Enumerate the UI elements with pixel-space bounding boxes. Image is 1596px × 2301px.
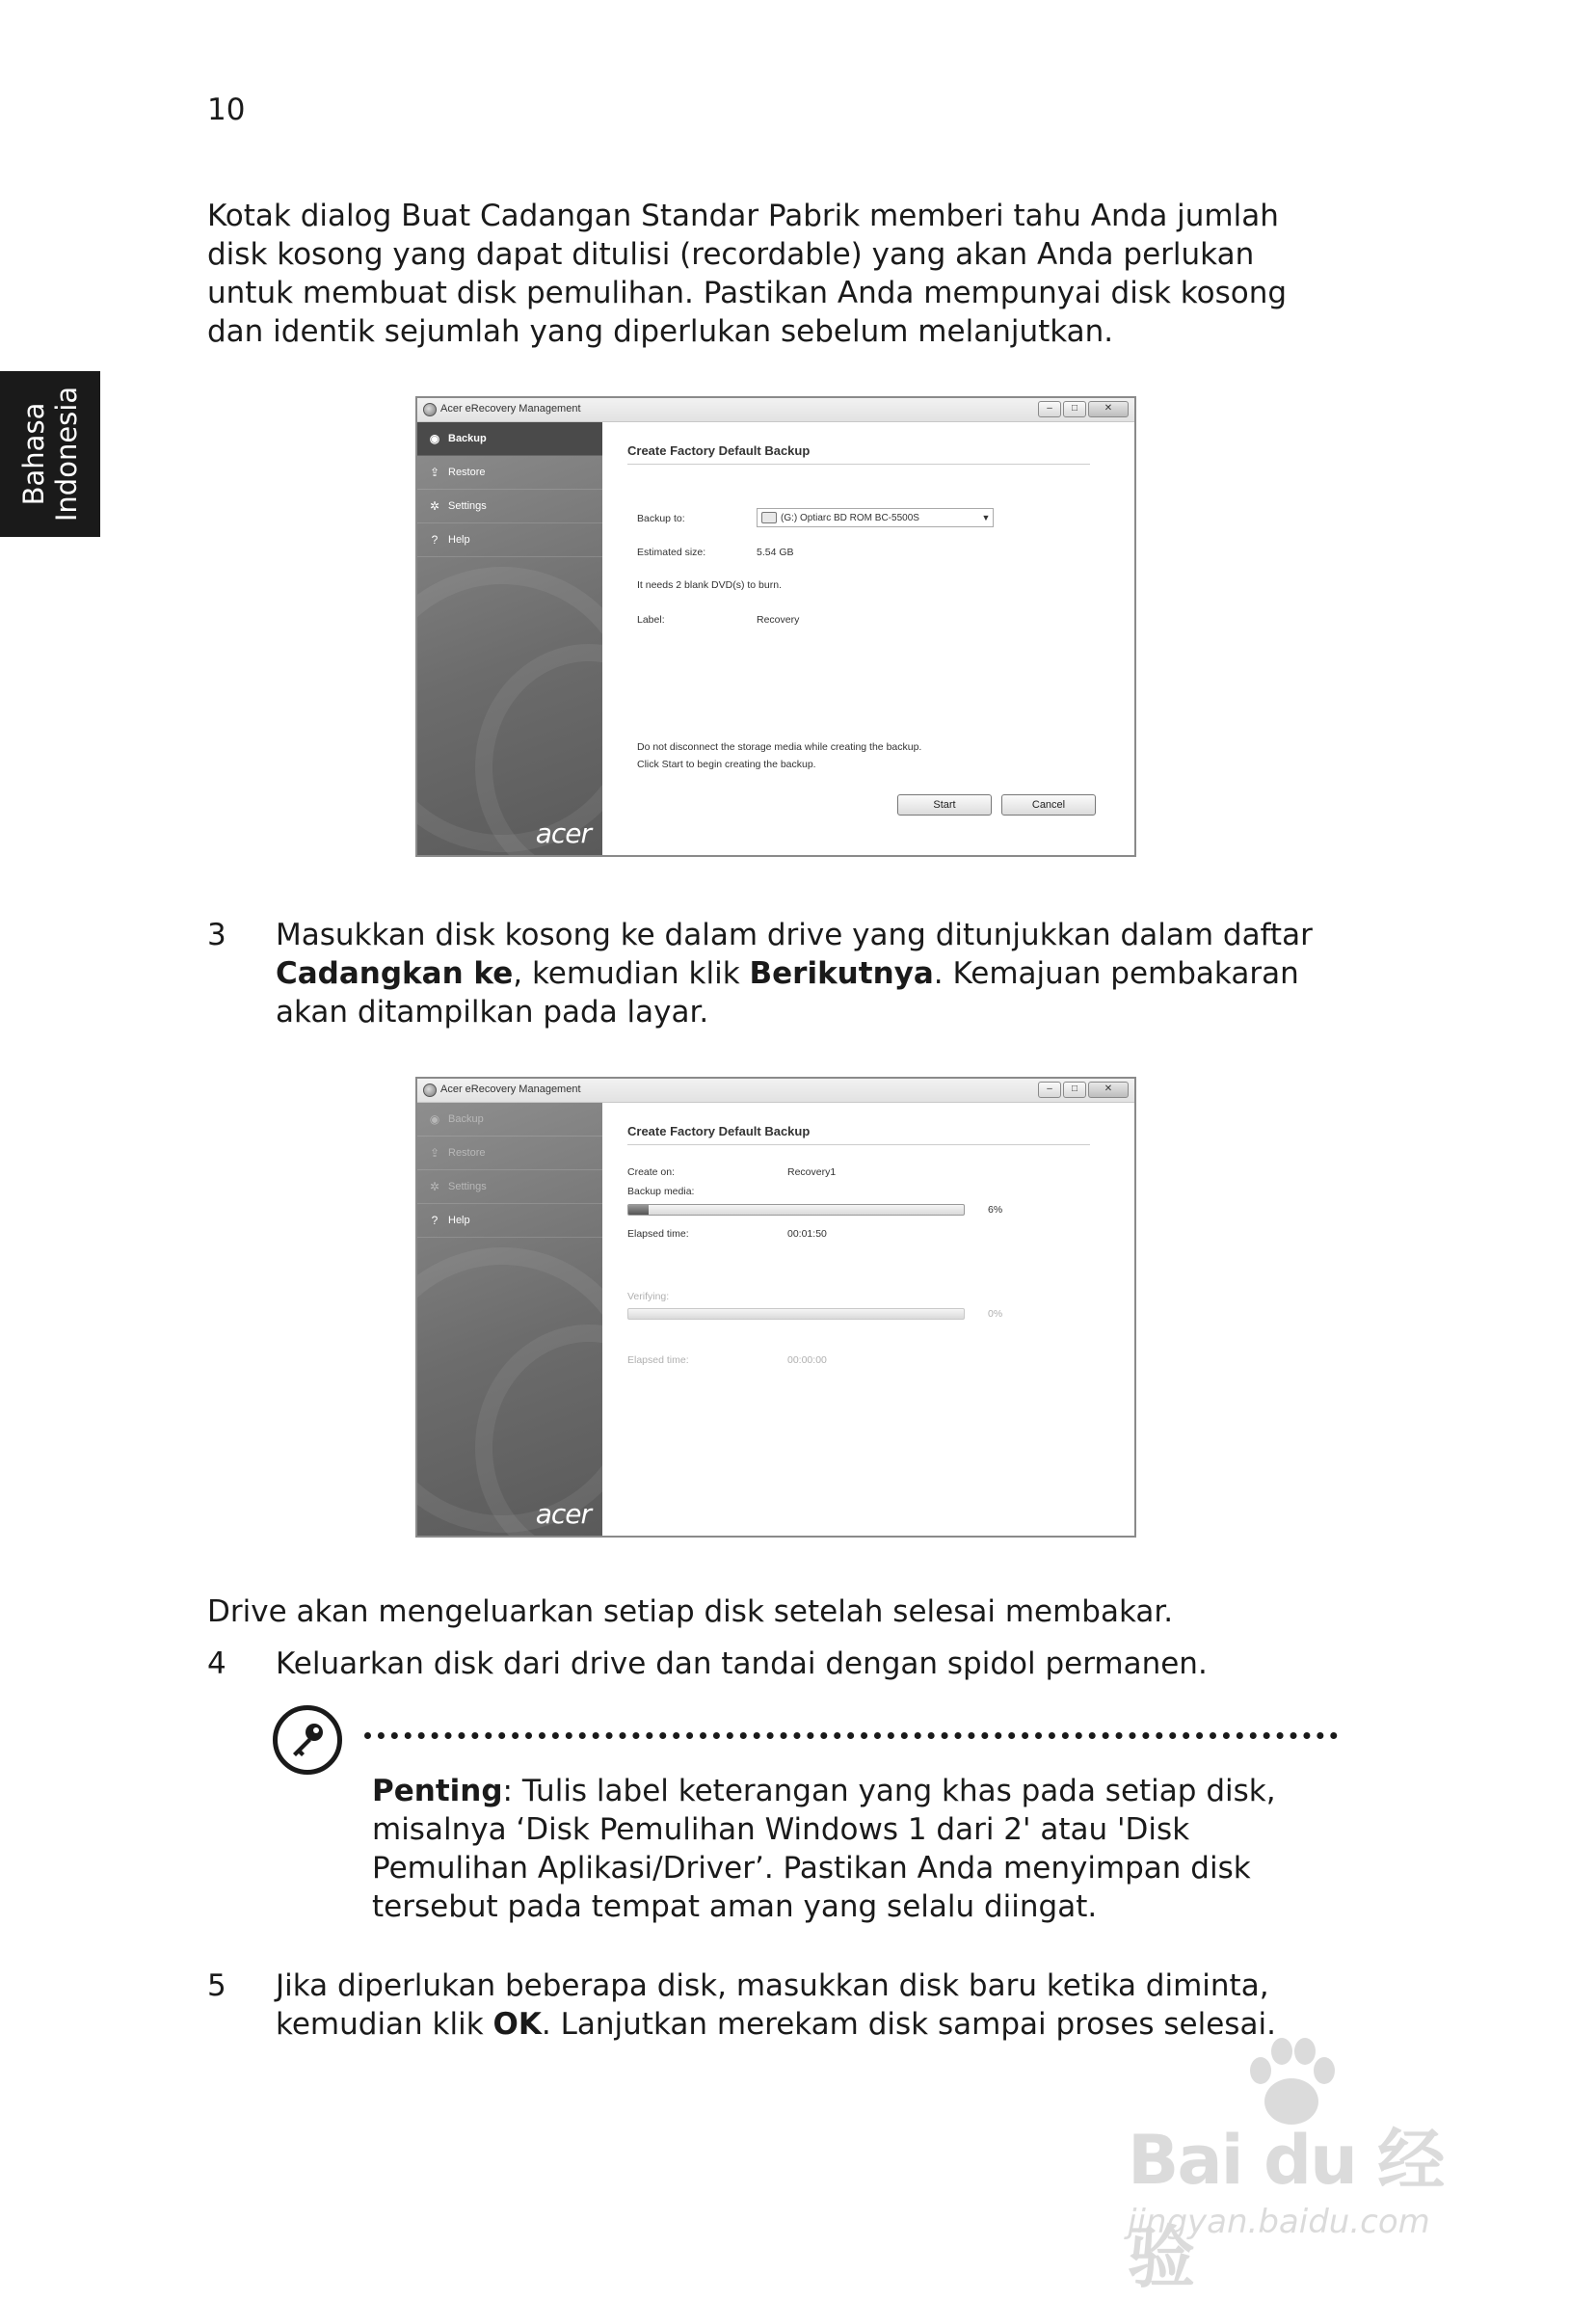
sidebar-item-label: Settings [448,1181,487,1192]
backup-to-value: (G:) Optiarc BD ROM BC-5500S [781,512,919,523]
step-3-text-part: . Kemajuan pembakaran akan ditampilkan pada layar. [276,956,1299,1030]
acer-logo: acer [535,1498,591,1530]
sidebar-item-label: Restore [448,467,486,478]
step-5-text-part: Jika diperlukan beberapa disk, masukkan disk baru ketika diminta, kemudian klik [276,1968,1269,2042]
sidebar-item-label: Backup [448,433,487,444]
sidebar [417,422,602,855]
content-panel [602,422,1134,855]
sidebar [417,1103,602,1536]
window-title: Acer eRecovery Management [440,1084,581,1095]
estimated-size-value: 5.54 GB [757,547,794,558]
step-3-text-part: , kemudian klik [513,956,750,991]
warning-line-1: Do not disconnect the storage media while creating the backup. [637,741,922,753]
note-divider [364,1732,1338,1739]
dialog-heading: Create Factory Default Backup [627,1124,1090,1145]
sidebar-item-help[interactable] [417,523,602,557]
restore-icon: ⇪ [429,466,440,479]
backup-dialog [415,396,1136,857]
elapsed-time-2-label: Elapsed time: [627,1354,689,1366]
gear-icon: ✲ [429,499,440,513]
step-4-text: Keluarkan disk dari drive dan tandai dengan spidol permanen. [276,1646,1208,1681]
intro-paragraph: Kotak dialog Buat Cadangan Standar Pabrik memberi tahu Anda jumlah disk kosong yang dapat ditulisi (recordable) yang akan Anda perlukan untuk membuat disk pemulihan. Pastikan Anda mempunyai disk kosong dan identik sejumlah yang diperlukan sebelum melanjutkan. [207,199,1288,349]
eject-paragraph: Drive akan mengeluarkan setiap disk setelah selesai membakar. [207,1594,1174,1629]
next-term: Berikutnya [749,956,934,991]
create-on-value: Recovery1 [787,1166,837,1178]
dialog-heading: Create Factory Default Backup [627,443,1090,465]
backup-percent: 6% [988,1204,1003,1216]
window-title: Acer eRecovery Management [440,403,581,415]
backup-to-term: Cadangkan ke [276,956,514,991]
sidebar-item-help[interactable] [417,1204,602,1238]
backup-to-select[interactable] [757,508,994,527]
elapsed-time-value: 00:01:50 [787,1228,827,1240]
step-3-text [276,916,1345,1031]
acer-logo: acer [535,817,591,849]
gear-icon: ✲ [429,1180,440,1193]
step-5-text-part: . Lanjutkan merekam disk sampai proses selesai. [541,2007,1276,2042]
label-label: Label: [637,614,665,626]
title-bar [417,1079,1134,1103]
side-tab-line-1: Bahasa [17,402,50,506]
step-number-5: 5 [207,1968,226,2003]
content-panel [602,1103,1134,1536]
progress-dialog [415,1077,1136,1538]
step-number-3: 3 [207,918,226,952]
sidebar-item-label: Backup [448,1113,484,1125]
important-note [372,1772,1345,1926]
verify-percent: 0% [988,1308,1003,1320]
step-3-text-part: Masukkan disk kosong ke dalam drive yang ditunjukkan dalam daftar [276,918,1313,952]
sidebar-item-label: Help [448,1215,470,1226]
help-icon: ? [431,533,439,547]
sidebar-item-backup[interactable] [417,1103,602,1137]
watermark-brand: Bai du 经验 [1128,2121,1444,2297]
language-side-tab [0,371,100,537]
drive-icon [761,512,777,523]
backup-progress-bar [627,1204,965,1216]
estimated-size-label: Estimated size: [637,547,706,558]
warning-line-2: Click Start to begin creating the backup. [637,759,816,770]
verifying-label: Verifying: [627,1291,670,1302]
backup-progress-fill [628,1205,649,1215]
watermark-url: jingyan.baidu.com [1128,2203,1430,2241]
key-icon [273,1705,342,1775]
close-button[interactable]: ✕ [1088,1082,1129,1098]
minimize-button[interactable]: – [1038,401,1061,417]
sidebar-item-restore[interactable] [417,456,602,490]
close-button[interactable]: ✕ [1088,401,1129,417]
important-note-text: : Tulis label keterangan yang khas pada setiap disk, misalnya ‘Disk Pemulihan Windows 1 dari 2' atau 'Disk Pemulihan Aplikasi/Driver’. Pastikan Anda menyimpan disk tersebut pada tempat aman yang selalu diingat. [372,1774,1276,1924]
sidebar-item-settings[interactable] [417,1170,602,1204]
blank-discs-needed: It needs 2 blank DVD(s) to burn. [637,579,782,591]
backup-media-label: Backup media: [627,1186,695,1197]
elapsed-time-label: Elapsed time: [627,1228,689,1240]
backup-to-label: Backup to: [637,513,685,524]
start-button[interactable]: Start [897,794,992,816]
sidebar-item-backup[interactable] [417,422,602,456]
chevron-down-icon: ▼ [981,513,991,522]
side-tab-line-2: Indonesia [50,386,83,522]
create-on-label: Create on: [627,1166,676,1178]
sidebar-item-label: Restore [448,1147,486,1159]
ok-term: OK [492,2007,542,2042]
help-icon: ? [431,1214,439,1227]
maximize-button[interactable]: □ [1063,1082,1086,1098]
eye-icon: ◉ [429,1112,440,1126]
cancel-button[interactable]: Cancel [1001,794,1096,816]
label-value: Recovery [757,614,800,626]
sidebar-item-settings[interactable] [417,490,602,523]
app-icon [423,403,437,416]
sidebar-item-restore[interactable] [417,1137,602,1170]
title-bar [417,398,1134,422]
sidebar-item-label: Help [448,534,470,546]
important-label: Penting [372,1774,503,1808]
step-number-4: 4 [207,1646,226,1681]
page-number: 10 [207,93,246,127]
sidebar-item-label: Settings [448,500,487,512]
minimize-button[interactable]: – [1038,1082,1061,1098]
app-icon [423,1084,437,1097]
restore-icon: ⇪ [429,1146,440,1160]
maximize-button[interactable]: □ [1063,401,1086,417]
eye-icon: ◉ [429,432,440,445]
baidu-watermark [1108,2024,1494,2297]
verify-progress-bar [627,1308,965,1320]
elapsed-time-2-value: 00:00:00 [787,1354,827,1366]
